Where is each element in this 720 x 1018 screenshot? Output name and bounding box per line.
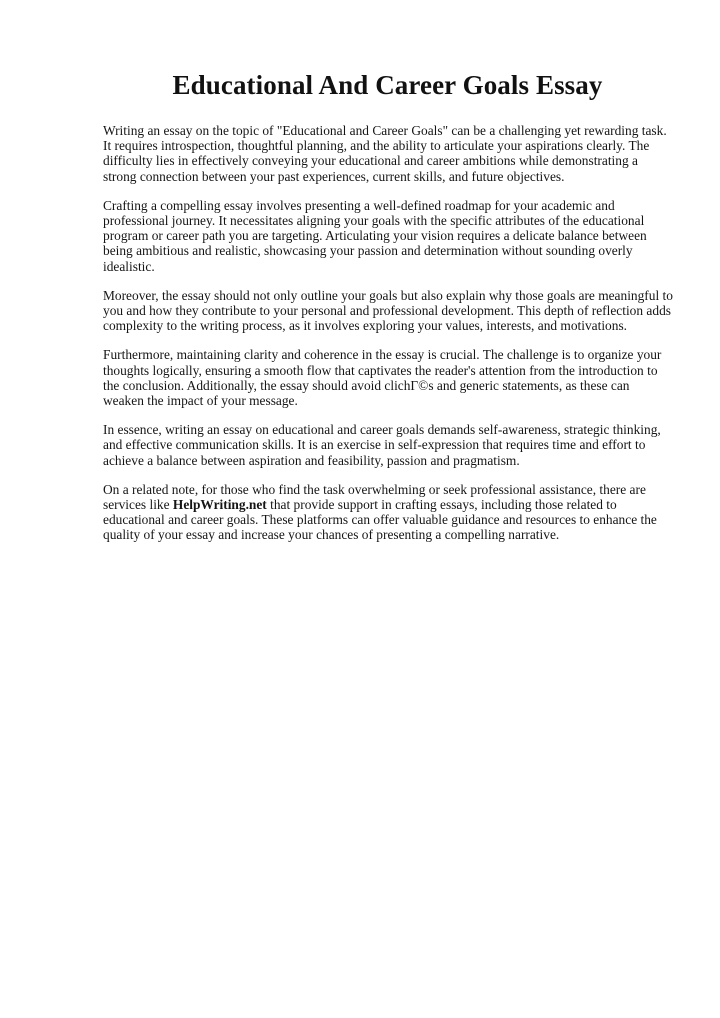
helpwriting-link[interactable]: HelpWriting.net <box>172 497 267 513</box>
document-title: Educational And Career Goals Essay <box>172 70 603 100</box>
paragraph-related-note <box>103 482 673 543</box>
paragraph-intro: Writing an essay on the topic of "Educational and Career Goals" can be a challenging yet rewarding task. It requires introspection, thoughtful planning, and the ability to articulate your aspirations clearly. The difficulty lies in effectively conveying your educational and career ambitions while demonstrating a strong connection between your past experiences, current skills, and future objectives. <box>103 123 667 184</box>
related-note-text-before: On a related note, for those who find the task overwhelming or seek professional assistance, there are services like <box>103 481 646 513</box>
paragraph-moreover: Moreover, the essay should not only outline your goals but also explain why those goals are meaningful to you and how they contribute to your personal and professional development. This depth of reflection adds complexity to the writing process, as it involves exploring your values, interests, and motivations. <box>103 287 673 334</box>
related-note-text-after: that provide support in crafting essays, including those related to educational and career goals. These platforms can offer valuable guidance and resources to enhance the quality of your essay and increase your chances of presenting a compelling narrative. <box>103 497 657 543</box>
paragraph-crafting: Crafting a compelling essay involves presenting a well-defined roadmap for your academic and professional journey. It necessitates aligning your goals with the specific attributes of the educational program or career path you are targeting. Articulating your vision requires a delicate balance between being ambitious and realistic, showcasing your passion and determination without sounding overly idealistic. <box>103 197 647 274</box>
paragraph-furthermore: Furthermore, maintaining clarity and coherence in the essay is crucial. The challenge is to organize your thoughts logically, ensuring a smooth flow that captivates the reader's attention from the introduction to the conclusion. Additionally, the essay should avoid clichГ©s and generic statements, as these can weaken the impact of your message. <box>103 347 662 409</box>
paragraph-in-essence: In essence, writing an essay on educational and career goals demands self-awareness, strategic thinking, and effective communication skills. It is an exercise in self-expression that requires time and effort to achieve a balance between aspiration and feasibility, passion and pragmatism. <box>103 422 661 468</box>
document-body <box>103 123 673 557</box>
